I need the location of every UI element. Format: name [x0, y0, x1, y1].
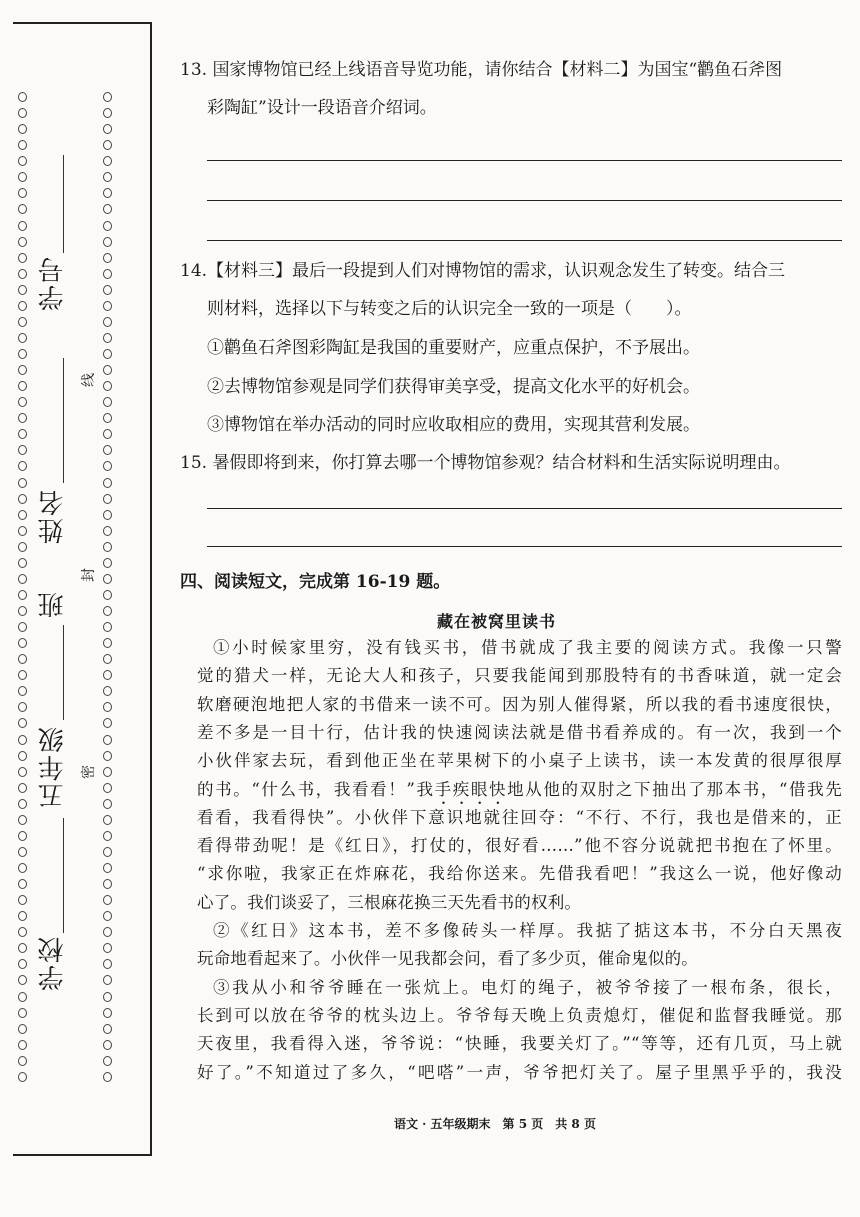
seal-dot [18, 92, 27, 102]
seal-dot [18, 1008, 27, 1018]
school-blank[interactable] [63, 818, 64, 933]
passage-line: 心了。我们谈妥了，三根麻花换三天先看书的权利。 [197, 892, 582, 912]
q14-option-3: ③博物馆在举办活动的同时应收取相应的费用，实现其营利发展。 [207, 415, 700, 435]
page-footer: 语文 · 五年级期末 第 5 页 共 8 页 [394, 1117, 596, 1131]
seal-dot [103, 333, 112, 343]
seal-dot [103, 783, 112, 793]
seal-dot [103, 445, 112, 455]
seal-dot [18, 799, 27, 809]
seal-dot [18, 879, 27, 889]
section4-heading: 四、阅读短文，完成第 16-19 题。 [180, 572, 451, 592]
seal-dot [18, 140, 27, 150]
seal-dot [18, 654, 27, 664]
seal-dot [103, 526, 112, 536]
seal-dot [18, 1040, 27, 1050]
passage-line: 的书。“什么书，我看看！”我手疾眼快地从他的双肘之下抽出了那本书，“借我先 [197, 779, 842, 799]
student-id-blank[interactable] [63, 155, 64, 253]
q15-answer-line-2[interactable] [207, 546, 842, 547]
q13-line2: 彩陶缸”设计一段语音介绍词。 [207, 98, 437, 118]
seal-dot [103, 221, 112, 231]
seal-dot [103, 622, 112, 632]
seal-dot [18, 1072, 27, 1082]
seal-char-feng: 封 [81, 568, 97, 582]
seal-dot [103, 895, 112, 905]
emphasized-word: 手疾眼快 [434, 779, 508, 799]
seal-dot [18, 301, 27, 311]
seal-dot [103, 799, 112, 809]
seal-dot [18, 927, 27, 937]
seal-dot [18, 349, 27, 359]
q14-option-2: ②去博物馆参观是同学们获得审美享受，提高文化水平的好机会。 [207, 377, 700, 397]
seal-dot [18, 494, 27, 504]
passage-line: ①小时候家里穷，没有钱买书，借书就成了我主要的阅读方式。我像一只警 [213, 638, 842, 657]
seal-dot [103, 461, 112, 471]
seal-dot [103, 879, 112, 889]
seal-dot [18, 735, 27, 745]
seal-dot [103, 478, 112, 488]
seal-dot [18, 285, 27, 295]
passage-line: 看得带劲呢！是《红日》，打仗的，很好看……”他不容分说就把书抱在了怀里。 [197, 836, 842, 856]
seal-dot [18, 542, 27, 552]
seal-dot [103, 269, 112, 279]
seal-dot [18, 992, 27, 1002]
seal-dot [18, 317, 27, 327]
passage-line: 差不多是一目十行，估计我的快速阅读法就是借书看养成的。有一次，我到一个 [197, 722, 842, 742]
passage-line: 好了。”不知道过了多久，“吧嗒”一声，爷爷把灯关了。屋子里黑乎乎的，我没 [197, 1062, 842, 1082]
seal-dot [18, 429, 27, 439]
seal-dot [103, 349, 112, 359]
seal-dot [103, 702, 112, 712]
seal-dot [103, 92, 112, 102]
seal-dot [103, 638, 112, 648]
seal-dot [103, 204, 112, 214]
seal-dot [103, 108, 112, 118]
seal-dot [18, 558, 27, 568]
passage-line: 小伙伴家去玩，看到他正坐在苹果树下的小桌子上读书，读一本发黄的很厚很厚 [197, 751, 842, 771]
seal-dot [103, 381, 112, 391]
seal-dot [103, 1024, 112, 1034]
seal-dot [18, 606, 27, 616]
seal-dot [103, 959, 112, 969]
seal-dot [103, 654, 112, 664]
seal-dot [18, 221, 27, 231]
seal-dot-column-left [15, 92, 29, 1082]
seal-dot [103, 911, 112, 921]
q14-option-1: ①鹳鱼石斧图彩陶缸是我国的重要财产，应重点保护，不予展出。 [207, 338, 700, 358]
seal-dot [18, 333, 27, 343]
seal-dot [18, 156, 27, 166]
class-blank[interactable] [63, 625, 64, 720]
seal-dot [103, 317, 112, 327]
seal-dot [18, 397, 27, 407]
passage-line: 觉的猎犬一样，无论大人和孩子，只要我能闻到那股特有的书香味道，就一定会 [197, 666, 842, 686]
seal-dot [18, 269, 27, 279]
seal-dot [103, 606, 112, 616]
seal-dot [103, 1008, 112, 1018]
seal-dot [18, 1024, 27, 1034]
q15-answer-line-1[interactable] [207, 508, 842, 509]
seal-dot [18, 237, 27, 247]
seal-dot [18, 718, 27, 728]
seal-dot [18, 124, 27, 134]
name-label: 姓名 [38, 488, 68, 544]
seal-dot [18, 413, 27, 423]
seal-dot [103, 574, 112, 584]
seal-dot [18, 1056, 27, 1066]
passage-line: “求你啦，我家正在炸麻花，我给你送来。先借我看吧！”我这么一说，他好像动 [197, 864, 842, 884]
seal-char-mi: 密 [81, 765, 97, 779]
seal-dot [18, 702, 27, 712]
passage-line: 看看，我看得快”。小伙伴下意识地就往回夺：“不行、不行，我也是借来的，正 [197, 807, 842, 827]
name-blank[interactable] [63, 358, 64, 483]
seal-dot [18, 478, 27, 488]
seal-dot [103, 735, 112, 745]
seal-dot [103, 975, 112, 985]
seal-dot [103, 188, 112, 198]
q14-line1: 14.【材料三】最后一段提到人们对博物馆的需求，认识观念发生了转变。结合三 [180, 261, 786, 281]
q14-line2: 则材料，选择以下与转变之后的认识完全一致的一项是（ ）。 [207, 299, 692, 319]
seal-dot [103, 397, 112, 407]
seal-dot [103, 943, 112, 953]
q13-answer-line-3[interactable] [207, 240, 842, 241]
seal-dot [103, 992, 112, 1002]
seal-dot [103, 172, 112, 182]
school-label: 学校 [38, 935, 68, 991]
seal-dot [103, 365, 112, 375]
q13-answer-line-2[interactable] [207, 200, 842, 201]
binding-margin-border [13, 22, 152, 1156]
seal-dot [18, 622, 27, 632]
seal-dot [18, 365, 27, 375]
seal-dot [18, 445, 27, 455]
student-id-label: 学号 [38, 255, 68, 311]
seal-dot [103, 1072, 112, 1082]
seal-dot [103, 301, 112, 311]
seal-dot [103, 927, 112, 937]
passage-line: 天夜里，我看得入迷，爷爷说：“快睡，我要关灯了。”“等等，还有几页，马上就 [197, 1034, 842, 1054]
seal-dot [103, 285, 112, 295]
passage-line: 软磨硬泡地把人家的书借来一读不可。因为别人催得紧，所以我的看书速度很快， [197, 694, 842, 714]
grade-label: 五年级 [38, 725, 68, 809]
seal-dot [103, 831, 112, 841]
seal-dot [18, 253, 27, 263]
seal-dot [18, 381, 27, 391]
seal-dot [103, 237, 112, 247]
seal-dot [103, 590, 112, 600]
seal-dot [18, 590, 27, 600]
seal-dot [103, 413, 112, 423]
seal-dot [18, 461, 27, 471]
seal-dot-column-right [100, 92, 114, 1082]
seal-dot [103, 542, 112, 552]
seal-dot [103, 1056, 112, 1066]
seal-dot [103, 429, 112, 439]
seal-dot [18, 959, 27, 969]
seal-dot [18, 638, 27, 648]
seal-dot [18, 108, 27, 118]
passage-line: 玩命地看起来了。小伙伴一见我都会问，看了多少页，催命鬼似的。 [197, 949, 698, 969]
seal-dot [18, 847, 27, 857]
seal-dot [103, 253, 112, 263]
seal-dot [18, 188, 27, 198]
seal-dot [18, 911, 27, 921]
seal-dot [103, 670, 112, 680]
seal-dot [103, 1040, 112, 1050]
passage-line: 长到可以放在爷爷的枕头边上。爷爷每天晚上负责熄灯，催促和监督我睡觉。那 [197, 1005, 842, 1025]
passage-line: ②《红日》这本书，差不多像砖头一样厚。我掂了掂这本书，不分白天黑夜 [213, 921, 842, 940]
passage-line: ③我从小和爷爷睡在一张炕上。电灯的绳子，被爷爷接了一根布条，很长， [213, 977, 842, 997]
seal-dot [18, 751, 27, 761]
seal-dot [103, 510, 112, 520]
seal-dot [18, 863, 27, 873]
q15-line1: 15. 暑假即将到来，你打算去哪一个博物馆参观？结合材料和生活实际说明理由。 [180, 453, 791, 473]
class-label: 班 [38, 590, 68, 618]
seal-dot [103, 815, 112, 825]
seal-dot [103, 767, 112, 777]
seal-dot [103, 558, 112, 568]
seal-dot [18, 815, 27, 825]
seal-dot [18, 574, 27, 584]
seal-dot [103, 156, 112, 166]
seal-dot [18, 767, 27, 777]
seal-dot [103, 863, 112, 873]
seal-dot [18, 975, 27, 985]
seal-char-xian: 线 [81, 373, 97, 387]
seal-dot [18, 686, 27, 696]
seal-dot [103, 124, 112, 134]
seal-dot [18, 510, 27, 520]
seal-dot [18, 172, 27, 182]
q13-line1: 13. 国家博物馆已经上线语音导览功能，请你结合【材料二】为国宝“鹳鱼石斧图 [180, 60, 783, 80]
seal-dot [18, 895, 27, 905]
passage-title: 藏在被窝里读书 [437, 612, 557, 631]
seal-dot [18, 943, 27, 953]
seal-dot [18, 670, 27, 680]
seal-dot [18, 204, 27, 214]
seal-dot [18, 831, 27, 841]
seal-dot [18, 526, 27, 536]
seal-dot [103, 847, 112, 857]
seal-dot [103, 751, 112, 761]
seal-dot [103, 718, 112, 728]
seal-dot [103, 140, 112, 150]
seal-dot [103, 494, 112, 504]
seal-dot [103, 686, 112, 696]
seal-dot [18, 783, 27, 793]
q13-answer-line-1[interactable] [207, 160, 842, 161]
